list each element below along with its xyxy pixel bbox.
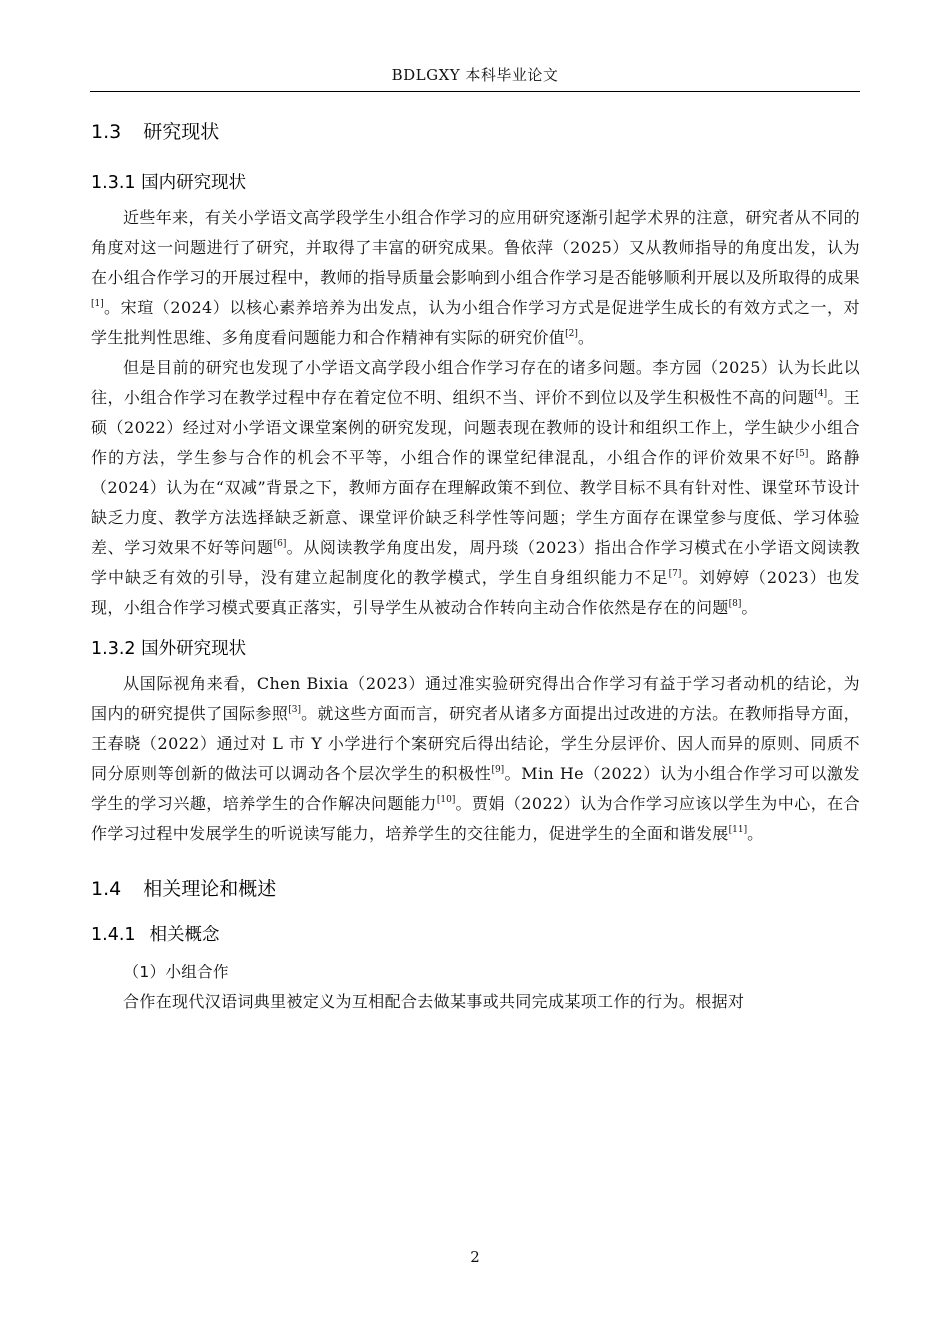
paragraph-text: 近些年来，有关小学语文高学段学生小组合作学习的应用研究逐渐引起学术界的注意，研究者从不同的角度对这一问题进行了研究，并取得了丰富的研究成果。鲁依萍（2025）又从教师指导的角度出发，认为在小组合作学习的开展过程中，教师的指导质量会影响到小组合作学习是否能够顺利开展以及所取得的成果: [91, 208, 860, 287]
paragraph-text: 。路静（2024）认为在“双减”背景之下，教师方面存在理解政策不到位、教学目标不具有针对性、课堂环节设计缺乏力度、教学方法选择缺乏新意、课堂评价缺乏科学性等问题；学生方面存在课堂参与度低、学习体验差、学习效果不好等问题: [91, 448, 860, 557]
paragraph-text: 。刘婷婷（2023）也发现，小组合作学习模式要真正落实，引导学生从被动合作转向主动合作依然是存在的问题: [91, 568, 861, 617]
paragraph-text: 。贾娟（2022）认为合作学习应该以学生为中心，在合作学习过程中发展学生的听说读写能力，培养学生的交往能力，促进学生的全面和谐发展: [91, 794, 860, 843]
section-number: 1.4: [91, 878, 122, 900]
subsection-title: 国外研究现状: [141, 639, 247, 659]
section-title: 相关理论和概述: [143, 878, 277, 900]
section-heading-1-3: [91, 114, 860, 150]
paragraph-text: 。王硕（2022）经过对小学语文课堂案例的研究发现，问题表现在教师的设计和组织工作上，学生缺少小组合作的方法，学生参与合作的机会不平等，小组合作的课堂纪律混乱，小组合作的评价效果不好: [91, 388, 861, 467]
paragraph-text: 。从阅读教学角度出发，周丹琰（2023）指出合作学习模式在小学语文阅读教学中缺乏有效的引导，没有建立起制度化的教学模式，学生自身组织能力不足: [91, 538, 860, 587]
subsection-title: 相关概念: [149, 925, 220, 945]
section-number: 1.3: [91, 121, 122, 143]
paragraph-text: 但是目前的研究也发现了小学语文高学段小组合作学习存在的诸多问题。李方园（2025）认为长此以往，小组合作学习在教学过程中存在着定位不明、组织不当、评价不到位以及学生积极性不高的问题: [91, 358, 860, 407]
citation-ref: [3]: [288, 705, 302, 715]
paragraph-text: 从国际视角来看，Chen Bixia（2023）通过准实验研究得出合作学习有益于学习者动机的结论，为国内的研究提供了国际参照: [91, 674, 860, 723]
section-title: 研究现状: [143, 121, 220, 143]
subsection-number: 1.3.1: [91, 173, 136, 193]
document-body: [91, 112, 860, 1017]
citation-ref: [1]: [91, 299, 104, 309]
paragraph-text: 。: [747, 824, 764, 843]
list-item-label: （1）小组合作: [123, 963, 229, 981]
subsection-heading-1-3-2: [91, 633, 860, 665]
citation-ref: [9]: [491, 765, 505, 775]
subsection-heading-1-3-1: [91, 167, 860, 199]
paragraph-text: 。Min He（2022）认为小组合作学习可以激发学生的学习兴趣，培养学生的合作解决问题能力: [91, 764, 860, 813]
page-number: 2: [470, 1248, 480, 1266]
section-heading-1-4: [91, 871, 860, 907]
paragraph-text: 。: [741, 598, 758, 617]
citation-ref: [8]: [728, 599, 742, 609]
paragraph-text: 。就这些方面而言，研究者从诸多方面提出过改进的方法。在教师指导方面，王春晓（2022）通过对 L 市 Y 小学进行个案研究后得出结论，学生分层评价、因人而异的原则、同质不同分原则等创新的做法可以调动各个层次学生的积极性: [91, 704, 860, 783]
citation-ref: [10]: [436, 795, 456, 805]
paragraph-domestic-2: [91, 353, 860, 623]
subsection-title: 国内研究现状: [141, 173, 247, 193]
paragraph-text: 。: [577, 328, 595, 347]
subsection-number: 1.3.2: [91, 639, 136, 659]
citation-ref: [6]: [273, 539, 287, 549]
subsection-number: 1.4.1: [91, 925, 136, 945]
subsection-heading-1-4-1: [91, 919, 860, 951]
paragraph-foreign-1: [91, 669, 860, 849]
paragraph-domestic-1: [91, 203, 860, 353]
paragraph-text: 。宋瑄（2024）以核心素养培养为出发点，认为小组合作学习方式是促进学生成长的有效方式之一，对学生批判性思维、多角度看问题能力和合作精神有实际的研究价值: [91, 298, 860, 347]
citation-ref: [2]: [565, 329, 578, 339]
paragraph-concept-1: 合作在现代汉语词典里被定义为互相配合去做某事或共同完成某项工作的行为。根据对: [123, 992, 745, 1011]
citation-ref: [7]: [668, 569, 682, 579]
citation-ref: [5]: [795, 449, 809, 459]
page-header: [90, 64, 860, 92]
citation-ref: [4]: [814, 389, 828, 399]
header-title: BDLGXY 本科毕业论文: [391, 66, 559, 84]
citation-ref: [11]: [728, 825, 748, 835]
